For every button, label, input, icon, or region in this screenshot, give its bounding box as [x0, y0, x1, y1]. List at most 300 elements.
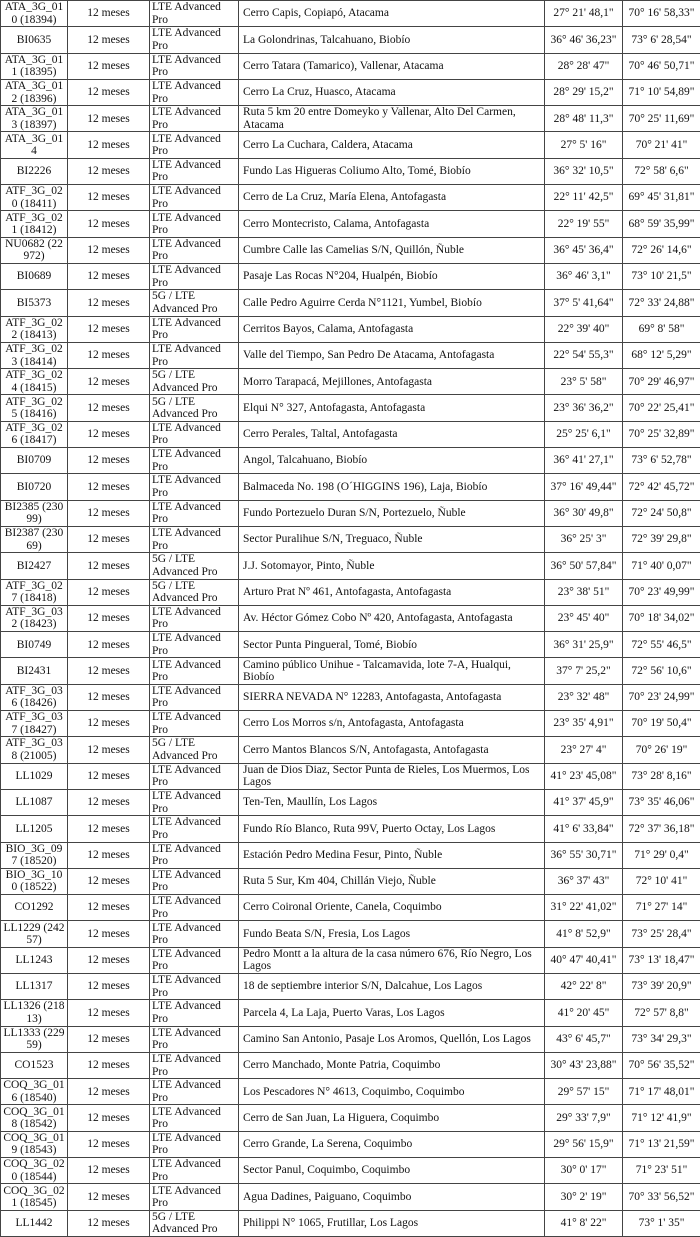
- location-cell: Camino San Antonio, Pasaje Los Aromos, Quellón, Los Lagos: [239, 1026, 545, 1052]
- location-cell: Cerro Perales, Taltal, Antofagasta: [239, 421, 545, 447]
- latitude-cell: 36° 31' 25,9": [545, 632, 623, 658]
- technology-cell: LTE Advanced Pro: [150, 500, 239, 526]
- longitude-cell: 71° 17' 48,01": [623, 1079, 700, 1105]
- period-cell: 12 meses: [68, 658, 150, 684]
- technology-cell: LTE Advanced Pro: [150, 1131, 239, 1157]
- location-cell: Cerro Tatara (Tamarico), Vallenar, Atacama: [239, 53, 545, 79]
- table-row: [1, 369, 700, 395]
- period-cell: 12 meses: [68, 1158, 150, 1184]
- table-row: [1, 290, 700, 316]
- location-cell: Ten-Ten, Maullín, Los Lagos: [239, 789, 545, 815]
- longitude-cell: 73° 34' 29,3": [623, 1026, 700, 1052]
- table-row: [1, 816, 700, 842]
- technology-cell: LTE Advanced Pro: [150, 632, 239, 658]
- technology-cell: LTE Advanced Pro: [150, 921, 239, 947]
- location-cell: Cerro La Cuchara, Caldera, Atacama: [239, 132, 545, 158]
- technology-cell: 5G / LTE Advanced Pro: [150, 553, 239, 579]
- table-row: [1, 947, 700, 973]
- longitude-cell: 70° 16' 58,33": [623, 1, 700, 27]
- latitude-cell: 30° 2' 19": [545, 1184, 623, 1210]
- location-cell: Morro Tarapacá, Mejillones, Antofagasta: [239, 369, 545, 395]
- table-row: [1, 1079, 700, 1105]
- location-cell: Ruta 5 Sur, Km 404, Chillán Viejo, Ñuble: [239, 868, 545, 894]
- site-id-cell: NU0682 (22972): [1, 237, 68, 263]
- site-id-cell: COQ_3G_016 (18540): [1, 1079, 68, 1105]
- technology-cell: LTE Advanced Pro: [150, 237, 239, 263]
- longitude-cell: 72° 10' 41": [623, 868, 700, 894]
- technology-cell: LTE Advanced Pro: [150, 132, 239, 158]
- period-cell: 12 meses: [68, 369, 150, 395]
- period-cell: 12 meses: [68, 553, 150, 579]
- latitude-cell: 37° 5' 41,64": [545, 290, 623, 316]
- location-cell: Estación Pedro Medina Fesur, Pinto, Ñuble: [239, 842, 545, 868]
- latitude-cell: 36° 45' 36,4": [545, 237, 623, 263]
- latitude-cell: 36° 37' 43": [545, 868, 623, 894]
- longitude-cell: 71° 23' 51": [623, 1158, 700, 1184]
- location-cell: Sector Punta Pingueral, Tomé, Biobío: [239, 632, 545, 658]
- table-row: [1, 237, 700, 263]
- site-id-cell: BI0720: [1, 474, 68, 500]
- longitude-cell: 73° 39' 20,9": [623, 973, 700, 999]
- latitude-cell: 36° 41' 27,1": [545, 448, 623, 474]
- table-row: [1, 895, 700, 921]
- period-cell: 12 meses: [68, 684, 150, 710]
- technology-cell: LTE Advanced Pro: [150, 342, 239, 368]
- site-id-cell: LL1087: [1, 789, 68, 815]
- location-cell: Philippi N° 1065, Frutillar, Los Lagos: [239, 1210, 545, 1236]
- location-cell: Fundo Beata S/N, Fresia, Los Lagos: [239, 921, 545, 947]
- longitude-cell: 71° 10' 54,89": [623, 79, 700, 105]
- period-cell: 12 meses: [68, 947, 150, 973]
- latitude-cell: 42° 22' 8": [545, 973, 623, 999]
- site-id-cell: ATF_3G_036 (18426): [1, 684, 68, 710]
- longitude-cell: 72° 42' 45,72": [623, 474, 700, 500]
- site-id-cell: ATF_3G_020 (18411): [1, 185, 68, 211]
- latitude-cell: 37° 16' 49,44": [545, 474, 623, 500]
- technology-cell: LTE Advanced Pro: [150, 658, 239, 684]
- latitude-cell: 41° 8' 22": [545, 1210, 623, 1236]
- technology-cell: LTE Advanced Pro: [150, 711, 239, 737]
- period-cell: 12 meses: [68, 1079, 150, 1105]
- latitude-cell: 41° 37' 45,9": [545, 789, 623, 815]
- site-id-cell: CO1292: [1, 895, 68, 921]
- period-cell: 12 meses: [68, 237, 150, 263]
- latitude-cell: 22° 19' 55": [545, 211, 623, 237]
- period-cell: 12 meses: [68, 1105, 150, 1131]
- site-id-cell: ATF_3G_023 (18414): [1, 342, 68, 368]
- latitude-cell: 27° 21' 48,1": [545, 1, 623, 27]
- period-cell: 12 meses: [68, 158, 150, 184]
- technology-cell: LTE Advanced Pro: [150, 211, 239, 237]
- longitude-cell: 69° 8' 58": [623, 316, 700, 342]
- period-cell: 12 meses: [68, 474, 150, 500]
- period-cell: 12 meses: [68, 816, 150, 842]
- longitude-cell: 73° 6' 28,54": [623, 27, 700, 53]
- location-cell: Cerritos Bayos, Calama, Antofagasta: [239, 316, 545, 342]
- table-row: [1, 342, 700, 368]
- latitude-cell: 41° 23' 45,08": [545, 763, 623, 789]
- table-row: [1, 842, 700, 868]
- longitude-cell: 68° 12' 5,29": [623, 342, 700, 368]
- longitude-cell: 70° 56' 35,52": [623, 1052, 700, 1078]
- latitude-cell: 28° 28' 47": [545, 53, 623, 79]
- technology-cell: LTE Advanced Pro: [150, 1079, 239, 1105]
- period-cell: 12 meses: [68, 1026, 150, 1052]
- longitude-cell: 70° 26' 19": [623, 737, 700, 763]
- location-cell: 18 de septiembre interior S/N, Dalcahue, Los Lagos: [239, 973, 545, 999]
- technology-cell: 5G / LTE Advanced Pro: [150, 737, 239, 763]
- table-row: [1, 106, 700, 132]
- technology-cell: LTE Advanced Pro: [150, 27, 239, 53]
- technology-cell: LTE Advanced Pro: [150, 1184, 239, 1210]
- site-id-cell: BI2226: [1, 158, 68, 184]
- period-cell: 12 meses: [68, 763, 150, 789]
- technology-cell: LTE Advanced Pro: [150, 1000, 239, 1026]
- period-cell: 12 meses: [68, 868, 150, 894]
- table-row: [1, 1184, 700, 1210]
- location-cell: Cerro de San Juan, La Higuera, Coquimbo: [239, 1105, 545, 1131]
- site-id-cell: ATF_3G_022 (18413): [1, 316, 68, 342]
- longitude-cell: 70° 25' 32,89": [623, 421, 700, 447]
- latitude-cell: 31° 22' 41,02": [545, 895, 623, 921]
- technology-cell: 5G / LTE Advanced Pro: [150, 290, 239, 316]
- period-cell: 12 meses: [68, 27, 150, 53]
- site-id-cell: BIO_3G_100 (18522): [1, 868, 68, 894]
- longitude-cell: 73° 35' 46,06": [623, 789, 700, 815]
- period-cell: 12 meses: [68, 895, 150, 921]
- location-cell: Sector Puralihue S/N, Treguaco, Ñuble: [239, 526, 545, 552]
- location-cell: Parcela 4, La Laja, Puerto Varas, Los Lagos: [239, 1000, 545, 1026]
- latitude-cell: 36° 50' 57,84": [545, 553, 623, 579]
- location-cell: Ruta 5 km 20 entre Domeyko y Vallenar, Alto Del Carmen, Atacama: [239, 106, 545, 132]
- site-id-cell: ATF_3G_026 (18417): [1, 421, 68, 447]
- latitude-cell: 23° 27' 4": [545, 737, 623, 763]
- technology-cell: 5G / LTE Advanced Pro: [150, 395, 239, 421]
- site-id-cell: ATA_3G_010 (18394): [1, 1, 68, 27]
- site-id-cell: COQ_3G_018 (18542): [1, 1105, 68, 1131]
- table-row: [1, 737, 700, 763]
- period-cell: 12 meses: [68, 605, 150, 631]
- site-id-cell: CO1523: [1, 1052, 68, 1078]
- technology-cell: 5G / LTE Advanced Pro: [150, 369, 239, 395]
- site-id-cell: ATF_3G_024 (18415): [1, 369, 68, 395]
- period-cell: 12 meses: [68, 1184, 150, 1210]
- technology-cell: LTE Advanced Pro: [150, 1052, 239, 1078]
- latitude-cell: 29° 57' 15": [545, 1079, 623, 1105]
- location-cell: Cerro Manchado, Monte Patria, Coquimbo: [239, 1052, 545, 1078]
- site-id-cell: COQ_3G_020 (18544): [1, 1158, 68, 1184]
- site-id-cell: BI5373: [1, 290, 68, 316]
- site-id-cell: LL1326 (21813): [1, 1000, 68, 1026]
- table-row: [1, 1000, 700, 1026]
- longitude-cell: 72° 24' 50,8": [623, 500, 700, 526]
- latitude-cell: 41° 6' 33,84": [545, 816, 623, 842]
- longitude-cell: 71° 13' 21,59": [623, 1131, 700, 1157]
- location-cell: Fundo Las Higueras Coliumo Alto, Tomé, Biobío: [239, 158, 545, 184]
- location-cell: J.J. Sotomayor, Pinto, Ñuble: [239, 553, 545, 579]
- longitude-cell: 70° 23' 49,99": [623, 579, 700, 605]
- period-cell: 12 meses: [68, 342, 150, 368]
- table-row: [1, 395, 700, 421]
- table-row: [1, 53, 700, 79]
- technology-cell: LTE Advanced Pro: [150, 789, 239, 815]
- latitude-cell: 36° 25' 3": [545, 526, 623, 552]
- technology-cell: LTE Advanced Pro: [150, 185, 239, 211]
- technology-cell: LTE Advanced Pro: [150, 947, 239, 973]
- table-row: [1, 789, 700, 815]
- technology-cell: LTE Advanced Pro: [150, 1105, 239, 1131]
- period-cell: 12 meses: [68, 526, 150, 552]
- period-cell: 12 meses: [68, 290, 150, 316]
- period-cell: 12 meses: [68, 106, 150, 132]
- period-cell: 12 meses: [68, 79, 150, 105]
- location-cell: Cerro Los Morros s/n, Antofagasta, Antofagasta: [239, 711, 545, 737]
- table-row: [1, 973, 700, 999]
- technology-cell: LTE Advanced Pro: [150, 842, 239, 868]
- longitude-cell: 72° 26' 14,6": [623, 237, 700, 263]
- location-cell: Agua Dadines, Paiguano, Coquimbo: [239, 1184, 545, 1210]
- table-row: [1, 158, 700, 184]
- latitude-cell: 27° 5' 16": [545, 132, 623, 158]
- site-id-cell: BI0689: [1, 263, 68, 289]
- table-row: [1, 263, 700, 289]
- technology-cell: LTE Advanced Pro: [150, 763, 239, 789]
- period-cell: 12 meses: [68, 53, 150, 79]
- location-cell: Camino público Unihue - Talcamavida, lote 7-A, Hualqui, Biobío: [239, 658, 545, 684]
- location-cell: Cerro Grande, La Serena, Coquimbo: [239, 1131, 545, 1157]
- technology-cell: LTE Advanced Pro: [150, 1026, 239, 1052]
- table-row: [1, 421, 700, 447]
- table-row: [1, 211, 700, 237]
- longitude-cell: 71° 12' 41,9": [623, 1105, 700, 1131]
- location-cell: Arturo Prat Nº 461, Antofagasta, Antofagasta: [239, 579, 545, 605]
- longitude-cell: 73° 1' 35": [623, 1210, 700, 1236]
- site-id-cell: LL1243: [1, 947, 68, 973]
- period-cell: 12 meses: [68, 500, 150, 526]
- longitude-cell: 70° 21' 41": [623, 132, 700, 158]
- technology-cell: LTE Advanced Pro: [150, 605, 239, 631]
- longitude-cell: 73° 10' 21,5": [623, 263, 700, 289]
- location-cell: Pasaje Las Rocas N°204, Hualpén, Biobío: [239, 263, 545, 289]
- site-id-cell: COQ_3G_019 (18543): [1, 1131, 68, 1157]
- latitude-cell: 36° 55' 30,71": [545, 842, 623, 868]
- site-id-cell: BI2431: [1, 658, 68, 684]
- technology-cell: LTE Advanced Pro: [150, 868, 239, 894]
- technology-cell: LTE Advanced Pro: [150, 474, 239, 500]
- table-row: [1, 79, 700, 105]
- location-cell: Cerro La Cruz, Huasco, Atacama: [239, 79, 545, 105]
- period-cell: 12 meses: [68, 789, 150, 815]
- longitude-cell: 70° 19' 50,4": [623, 711, 700, 737]
- table-row: [1, 684, 700, 710]
- location-cell: Cerro Mantos Blancos S/N, Antofagasta, Antofagasta: [239, 737, 545, 763]
- table-row: [1, 27, 700, 53]
- table-row: [1, 763, 700, 789]
- longitude-cell: 71° 29' 0,4": [623, 842, 700, 868]
- latitude-cell: 43° 6' 45,7": [545, 1026, 623, 1052]
- period-cell: 12 meses: [68, 448, 150, 474]
- location-cell: Av. Héctor Gómez Cobo Nº 420, Antofagasta, Antofagasta: [239, 605, 545, 631]
- location-cell: SIERRA NEVADA N° 12283, Antofagasta, Antofagasta: [239, 684, 545, 710]
- longitude-cell: 70° 46' 50,71": [623, 53, 700, 79]
- latitude-cell: 36° 46' 3,1": [545, 263, 623, 289]
- site-id-cell: ATF_3G_021 (18412): [1, 211, 68, 237]
- site-id-cell: BI2385 (23099): [1, 500, 68, 526]
- site-id-cell: ATA_3G_012 (18396): [1, 79, 68, 105]
- longitude-cell: 70° 23' 24,99": [623, 684, 700, 710]
- latitude-cell: 23° 32' 48": [545, 684, 623, 710]
- location-cell: Cerro de La Cruz, María Elena, Antofagasta: [239, 185, 545, 211]
- technology-cell: LTE Advanced Pro: [150, 106, 239, 132]
- table-row: [1, 868, 700, 894]
- longitude-cell: 71° 27' 14": [623, 895, 700, 921]
- longitude-cell: 71° 40' 0,07": [623, 553, 700, 579]
- location-cell: La Golondrinas, Talcahuano, Biobío: [239, 27, 545, 53]
- table-row: [1, 448, 700, 474]
- latitude-cell: 40° 47' 40,41": [545, 947, 623, 973]
- latitude-cell: 22° 39' 40": [545, 316, 623, 342]
- period-cell: 12 meses: [68, 737, 150, 763]
- location-cell: Cerro Coironal Oriente, Canela, Coquimbo: [239, 895, 545, 921]
- technology-cell: LTE Advanced Pro: [150, 79, 239, 105]
- location-cell: Pedro Montt a la altura de la casa número 676, Río Negro, Los Lagos: [239, 947, 545, 973]
- latitude-cell: 36° 30' 49,8": [545, 500, 623, 526]
- technology-cell: LTE Advanced Pro: [150, 263, 239, 289]
- table-row: [1, 579, 700, 605]
- period-cell: 12 meses: [68, 1052, 150, 1078]
- location-cell: Cerro Capis, Copiapó, Atacama: [239, 1, 545, 27]
- period-cell: 12 meses: [68, 211, 150, 237]
- site-id-cell: ATF_3G_037 (18427): [1, 711, 68, 737]
- latitude-cell: 41° 8' 52,9": [545, 921, 623, 947]
- technology-cell: LTE Advanced Pro: [150, 53, 239, 79]
- period-cell: 12 meses: [68, 185, 150, 211]
- technology-cell: LTE Advanced Pro: [150, 421, 239, 447]
- table-row: [1, 711, 700, 737]
- period-cell: 12 meses: [68, 1131, 150, 1157]
- location-cell: Juan de Dios Diaz, Sector Punta de Rieles, Los Muermos, Los Lagos: [239, 763, 545, 789]
- location-cell: Sector Panul, Coquimbo, Coquimbo: [239, 1158, 545, 1184]
- site-id-cell: BI2427: [1, 553, 68, 579]
- latitude-cell: 23° 45' 40": [545, 605, 623, 631]
- longitude-cell: 70° 25' 11,69": [623, 106, 700, 132]
- latitude-cell: 28° 29' 15,2": [545, 79, 623, 105]
- site-id-cell: BI0749: [1, 632, 68, 658]
- table-row: [1, 632, 700, 658]
- table-row: [1, 658, 700, 684]
- location-cell: Fundo Portezuelo Duran S/N, Portezuelo, Ñuble: [239, 500, 545, 526]
- latitude-cell: 23° 36' 36,2": [545, 395, 623, 421]
- location-cell: Cumbre Calle las Camelias S/N, Quillón, Ñuble: [239, 237, 545, 263]
- longitude-cell: 69° 45' 31,81": [623, 185, 700, 211]
- table-row: [1, 553, 700, 579]
- site-id-cell: LL1205: [1, 816, 68, 842]
- technology-cell: 5G / LTE Advanced Pro: [150, 1210, 239, 1236]
- longitude-cell: 72° 58' 6,6": [623, 158, 700, 184]
- table-row: [1, 474, 700, 500]
- location-cell: Cerro Montecristo, Calama, Antofagasta: [239, 211, 545, 237]
- period-cell: 12 meses: [68, 1, 150, 27]
- table-row: [1, 1158, 700, 1184]
- longitude-cell: 73° 28' 8,16": [623, 763, 700, 789]
- period-cell: 12 meses: [68, 973, 150, 999]
- technology-cell: LTE Advanced Pro: [150, 526, 239, 552]
- table-row: [1, 500, 700, 526]
- longitude-cell: 72° 57' 8,8": [623, 1000, 700, 1026]
- site-id-cell: BI0635: [1, 27, 68, 53]
- longitude-cell: 72° 39' 29,8": [623, 526, 700, 552]
- longitude-cell: 70° 18' 34,02": [623, 605, 700, 631]
- site-id-cell: BI2387 (23069): [1, 526, 68, 552]
- table-row: [1, 1105, 700, 1131]
- site-id-cell: ATA_3G_014: [1, 132, 68, 158]
- technology-cell: LTE Advanced Pro: [150, 684, 239, 710]
- table-row: [1, 1131, 700, 1157]
- table-row: [1, 605, 700, 631]
- table-row: [1, 1210, 700, 1236]
- latitude-cell: 30° 0' 17": [545, 1158, 623, 1184]
- site-id-cell: BI0709: [1, 448, 68, 474]
- location-cell: Balmaceda No. 198 (O´HIGGINS 196), Laja, Biobío: [239, 474, 545, 500]
- technology-cell: LTE Advanced Pro: [150, 816, 239, 842]
- table-row: [1, 185, 700, 211]
- latitude-cell: 23° 5' 58": [545, 369, 623, 395]
- longitude-cell: 73° 6' 52,78": [623, 448, 700, 474]
- period-cell: 12 meses: [68, 132, 150, 158]
- table-row: [1, 1052, 700, 1078]
- period-cell: 12 meses: [68, 579, 150, 605]
- latitude-cell: 36° 46' 36,23": [545, 27, 623, 53]
- technology-cell: LTE Advanced Pro: [150, 158, 239, 184]
- site-id-cell: ATF_3G_038 (21005): [1, 737, 68, 763]
- longitude-cell: 70° 22' 25,41": [623, 395, 700, 421]
- technology-cell: LTE Advanced Pro: [150, 895, 239, 921]
- latitude-cell: 23° 38' 51": [545, 579, 623, 605]
- location-cell: Angol, Talcahuano, Biobío: [239, 448, 545, 474]
- period-cell: 12 meses: [68, 1210, 150, 1236]
- longitude-cell: 73° 13' 18,47": [623, 947, 700, 973]
- latitude-cell: 37° 7' 25,2": [545, 658, 623, 684]
- site-id-cell: ATA_3G_011 (18395): [1, 53, 68, 79]
- site-id-cell: LL1229 (24257): [1, 921, 68, 947]
- technology-cell: 5G / LTE Advanced Pro: [150, 579, 239, 605]
- period-cell: 12 meses: [68, 1000, 150, 1026]
- location-cell: Valle del Tiempo, San Pedro De Atacama, Antofagasta: [239, 342, 545, 368]
- table-row: [1, 132, 700, 158]
- location-cell: Los Pescadores N° 4613, Coquimbo, Coquimbo: [239, 1079, 545, 1105]
- site-id-cell: ATA_3G_013 (18397): [1, 106, 68, 132]
- period-cell: 12 meses: [68, 842, 150, 868]
- location-cell: Fundo Río Blanco, Ruta 99V, Puerto Octay, Los Lagos: [239, 816, 545, 842]
- site-id-cell: ATF_3G_025 (18416): [1, 395, 68, 421]
- technology-cell: LTE Advanced Pro: [150, 973, 239, 999]
- technology-cell: LTE Advanced Pro: [150, 448, 239, 474]
- site-id-cell: LL1333 (22959): [1, 1026, 68, 1052]
- site-id-cell: LL1442: [1, 1210, 68, 1236]
- longitude-cell: 72° 56' 10,6": [623, 658, 700, 684]
- latitude-cell: 28° 48' 11,3": [545, 106, 623, 132]
- latitude-cell: 29° 56' 15,9": [545, 1131, 623, 1157]
- period-cell: 12 meses: [68, 632, 150, 658]
- technology-cell: LTE Advanced Pro: [150, 1, 239, 27]
- table-row: [1, 921, 700, 947]
- period-cell: 12 meses: [68, 921, 150, 947]
- latitude-cell: 25° 25' 6,1": [545, 421, 623, 447]
- location-cell: Calle Pedro Aguirre Cerda N°1121, Yumbel, Biobío: [239, 290, 545, 316]
- location-cell: Elqui N° 327, Antofagasta, Antofagasta: [239, 395, 545, 421]
- longitude-cell: 72° 37' 36,18": [623, 816, 700, 842]
- latitude-cell: 22° 54' 55,3": [545, 342, 623, 368]
